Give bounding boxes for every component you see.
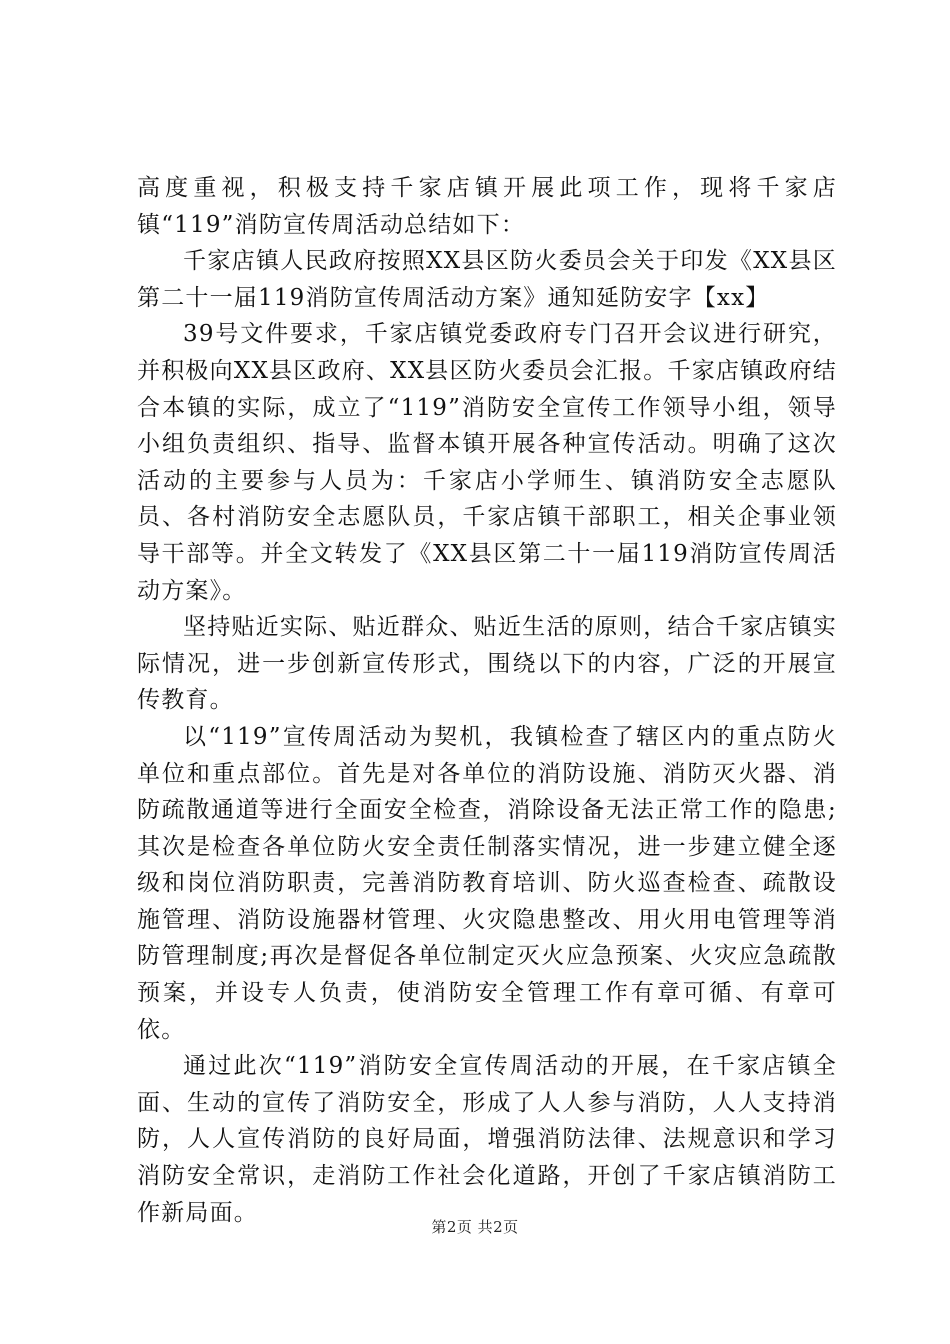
paragraph-intro: 高度重视，积极支持千家店镇开展此项工作，现将千家店镇“119”消防宣传周活动总结如下： xyxy=(137,175,837,238)
paragraph-meeting: 39号文件要求，千家店镇党委政府专门召开会议进行研究，并积极向XX县区政府、XX县区防火委员会汇报。千家店镇政府结合本镇的实际，成立了“119”消防安全宣传工作领导小组，领导小组负责组织、指导、监督本镇开展各种宣传活动。明确了这次活动的主要参与人员为：千家店小学师生、镇消防安全志愿队员、各村消防安全志愿队员，千家店镇干部职工，相关企事业领导干部等。并全文转发了《XX县区第二十一届119消防宣传周活动方案》。 xyxy=(137,321,837,604)
paragraph-notice: 千家店镇人民政府按照XX县区防火委员会关于印发《XX县区第二十一届119消防宣传周活动方案》通知延防安字【xx】 xyxy=(137,248,837,311)
paragraph-conclusion: 通过此次“119”消防安全宣传周活动的开展，在千家店镇全面、生动的宣传了消防安全，形成了人人参与消防，人人支持消防，人人宣传消防的良好局面，增强消防法律、法规意识和学习消防安全常识，走消防工作社会化道路，开创了千家店镇消防工作新局面。 xyxy=(137,1053,837,1226)
paragraph-inspection: 以“119”宣传周活动为契机，我镇检查了辖区内的重点防火单位和重点部位。首先是对各单位的消防设施、消防灭火器、消防疏散通道等进行全面安全检查，消除设备无法正常工作的隐患;其次是检查各单位防火安全责任制落实情况，进一步建立健全逐级和岗位消防职责，完善消防教育培训、防火巡查检查、疏散设施管理、消防设施器材管理、火灾隐患整改、用火用电管理等消防管理制度;再次是督促各单位制定灭火应急预案、火灾应急疏散预案，并设专人负责，使消防安全管理工作有章可循、有章可依。 xyxy=(137,723,837,1043)
paragraph-principle: 坚持贴近实际、贴近群众、贴近生活的原则，结合千家店镇实际情况，进一步创新宣传形式，围绕以下的内容，广泛的开展宣传教育。 xyxy=(137,614,837,714)
document-body xyxy=(137,170,837,1231)
page-number-footer: 第2页 共2页 xyxy=(431,1218,519,1236)
